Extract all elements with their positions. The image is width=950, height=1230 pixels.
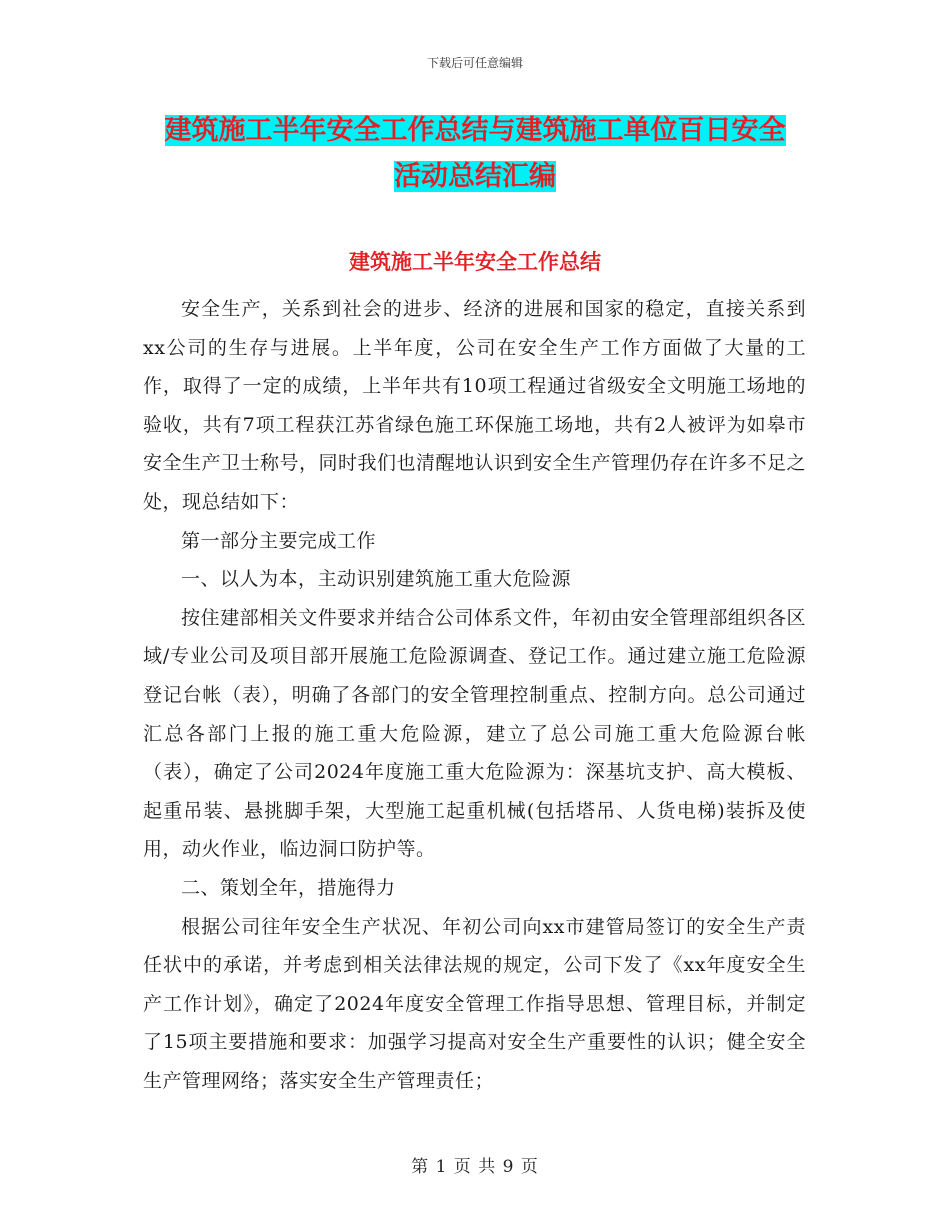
paragraph: 一、以人为本，主动识别建筑施工重大危险源: [181, 568, 572, 591]
paragraph: 二、策划全年，措施得力: [181, 876, 396, 899]
section-title: 建筑施工半年安全工作总结: [349, 250, 601, 274]
document-title: [140, 108, 810, 200]
paragraph: 第一部分主要完成工作: [181, 529, 377, 552]
document-title-line1: 建筑施工半年安全工作总结与建筑施工单位百日安全: [164, 115, 786, 146]
page-footer: 第 1 页 共 9 页: [411, 1157, 539, 1177]
header-note: 下载后可任意编辑: [426, 56, 523, 70]
document-title-line2: 活动总结汇编: [394, 161, 556, 192]
paragraph: 按住建部相关文件要求并结合公司体系文件，年初由安全管理部组织各区域/专业公司及项目部开展施工危险源调查、登记工作。通过建立施工危险源登记台帐（表），明确了各部门的安全管理控制重点、控制方向。总公司通过汇总各部门上报的施工重大危险源，建立了总公司施工重大危险源台帐（表），确定了公司2024年度施工重大危险源为：深基坑支护、高大模板、起重吊装、悬挑脚手架，大型施工起重机械(包括塔吊、人货电梯)装拆及使用，动火作业，临边洞口防护等。: [143, 606, 806, 861]
paragraph: 根据公司往年安全生产状况、年初公司向xx市建管局签订的安全生产责任状中的承诺，并考虑到相关法律法规的规定，公司下发了《xx年度安全生产工作计划》，确定了2024年度安全管理工作指导思想、管理目标，并制定了15项主要措施和要求：加强学习提高对安全生产重要性的认识；健全安全生产管理网络；落实安全生产管理责任；: [143, 915, 806, 1092]
document-body: [143, 290, 806, 1100]
paragraph: 安全生产，关系到社会的进步、经济的进展和国家的稳定，直接关系到xx公司的生存与进展。上半年度，公司在安全生产工作方面做了大量的工作，取得了一定的成绩，上半年共有10项工程通过省级安全文明施工场地的验收，共有7项工程获江苏省绿色施工环保施工场地，共有2人被评为如皋市安全生产卫士称号，同时我们也清醒地认识到安全生产管理仍存在许多不足之处，现总结如下：: [143, 298, 807, 513]
